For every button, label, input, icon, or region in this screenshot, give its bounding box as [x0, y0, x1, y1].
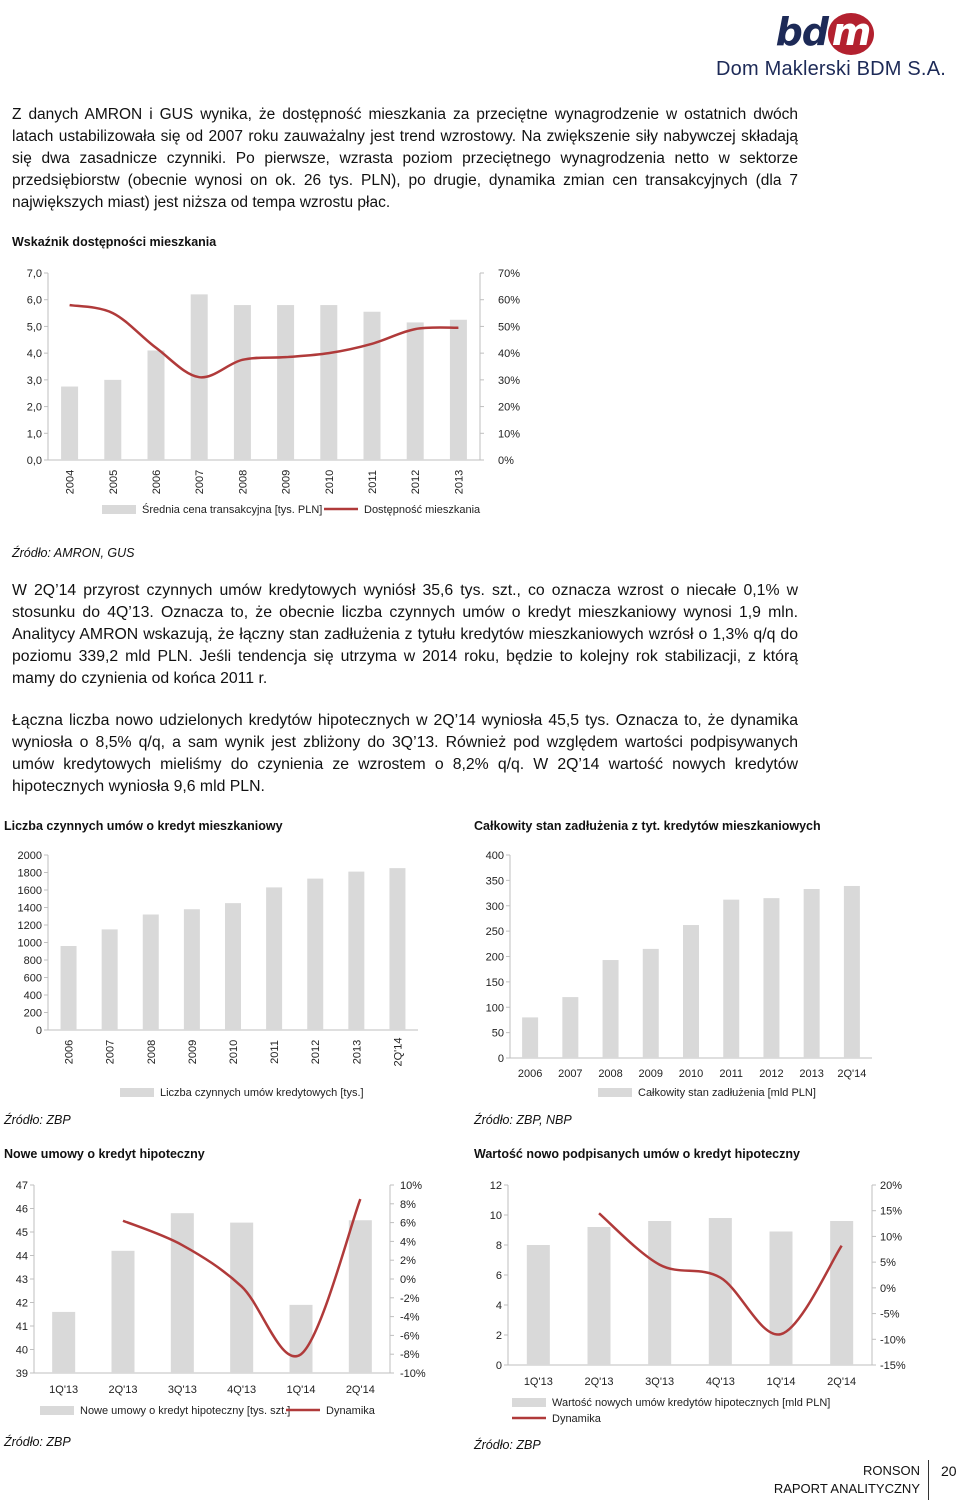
x-axis-tick-label: 4Q'13	[227, 1384, 257, 1396]
x-axis-tick-label: 2011	[367, 470, 379, 494]
left-axis-tick-label: 200	[485, 951, 504, 964]
x-axis-tick-label: 1Q'13	[523, 1376, 553, 1388]
right-axis-tick-label: 20%	[498, 401, 521, 414]
chart3-title: Całkowity stan zadłużenia z tyt. kredytów mieszkaniowych	[474, 819, 821, 833]
right-axis-tick-label: 70%	[498, 268, 521, 280]
paragraph-affordability: Z danych AMRON i GUS wynika, że dostępność mieszkania za przeciętne wynagrodzenie w ostatnich dwóch latach ustabilizowała się od 2007 roku zauważalny jest trend wzrostowy. Na zwiększenie siły nabywczej składają się dwa zasadnicze czynniki. Po pierwsze, wzrasta poziom przeciętnego wynagrodzenia netto w sektorze przedsiębiorstw (obecnie wynosi on ok. 26 tys. PLN), po drugie, dynamika zmian cen transakcyjnych (dla 7 największych miast) jest niższa od tempa wzrostu płac.	[12, 106, 798, 211]
x-axis-tick-label: 2010	[228, 1039, 240, 1065]
left-axis-tick-label: 3,0	[26, 374, 42, 387]
company-logo	[696, 10, 946, 82]
x-axis-tick-label: 2008	[145, 1039, 158, 1065]
bar	[307, 879, 323, 1030]
bar	[349, 1220, 372, 1373]
bar	[562, 997, 578, 1058]
x-axis-tick-label: 2013	[453, 469, 466, 495]
right-axis-tick-label: 60%	[498, 294, 521, 307]
left-axis-tick-label: 0	[35, 1025, 42, 1037]
right-axis-tick-label: 0%	[400, 1274, 416, 1286]
chart1-affordability	[0, 255, 560, 540]
bar	[143, 915, 159, 1031]
legend-label: Liczba czynnych umów kredytowych [tys.]	[160, 1087, 364, 1099]
x-axis-tick-label: 2004	[64, 469, 77, 495]
bar	[770, 1232, 793, 1366]
left-axis-tick-label: 45	[15, 1227, 28, 1239]
x-axis-tick-label: 2007	[194, 469, 207, 495]
bar	[320, 305, 337, 460]
left-axis-tick-label: 4,0	[26, 348, 42, 361]
bar	[104, 380, 121, 460]
bar	[723, 900, 739, 1058]
legend-swatch-bar	[120, 1088, 154, 1097]
paragraph-new-loans: Łączna liczba nowo udzielonych kredytów hipotecznych w 2Q’14 wyniosła 45,5 tys. Oznacza to, że dynamika wyniosła o 8,5% q/q, a sam wynik jest zbliżony do 3Q’13. Również pod względem wartości podpisywanych umów kredytowych mieliśmy do czynienia ze wzrostem o 8,2% q/q. W 2Q’14 wartość nowych kredytów hipotecznych wyniosła 9,6 mld PLN.	[12, 712, 798, 795]
left-axis-tick-label: 2000	[17, 850, 42, 862]
legend-swatch-bar	[598, 1088, 632, 1097]
left-axis-tick-label: 40	[15, 1344, 28, 1357]
right-axis-tick-label: 2%	[400, 1255, 416, 1268]
legend-swatch-bar	[512, 1398, 546, 1407]
bar	[643, 949, 659, 1058]
right-axis-tick-label: -8%	[400, 1349, 420, 1362]
bar	[266, 887, 282, 1030]
left-axis-tick-label: 47	[15, 1180, 28, 1192]
bar	[290, 1305, 313, 1373]
x-axis-tick-label: 2011	[269, 1040, 282, 1064]
chart3-source: Źródło: ZBP, NBP	[474, 1113, 572, 1127]
right-axis-tick-label: 0%	[498, 455, 514, 467]
left-axis-tick-label: 400	[485, 850, 504, 862]
right-axis-tick-label: 30%	[498, 374, 521, 387]
legend-label: Wartość nowych umów kredytów hipotecznych [mld PLN]	[552, 1397, 831, 1409]
x-axis-tick-label: 2007	[104, 1039, 117, 1065]
left-axis-tick-label: 400	[23, 990, 42, 1002]
left-axis-tick-label: 2	[495, 1330, 502, 1342]
right-axis-tick-label: 6%	[400, 1217, 416, 1230]
bar	[389, 868, 405, 1030]
legend-swatch-bar	[40, 1406, 74, 1415]
right-axis-tick-label: 0%	[880, 1282, 896, 1295]
legend-label: Całkowity stan zadłużenia [mld PLN]	[638, 1087, 816, 1099]
bar	[364, 312, 381, 460]
x-axis-tick-label: 2007	[558, 1068, 583, 1080]
bar	[763, 898, 779, 1058]
x-axis-tick-label: 4Q'13	[705, 1376, 735, 1388]
left-axis-tick-label: 8	[495, 1240, 502, 1252]
x-axis-tick-label: 2009	[186, 1039, 199, 1065]
x-axis-tick-label: 2013	[799, 1068, 824, 1080]
x-axis-tick-label: 1Q'13	[49, 1384, 79, 1396]
x-axis-tick-label: 2008	[237, 469, 250, 495]
x-axis-tick-label: 2Q'14	[827, 1376, 857, 1388]
right-axis-tick-label: -10%	[880, 1334, 906, 1347]
x-axis-tick-label: 2010	[678, 1068, 704, 1080]
right-axis-tick-label: 4%	[400, 1236, 416, 1249]
left-axis-tick-label: 50	[491, 1027, 504, 1040]
left-axis-tick-label: 1800	[17, 867, 42, 880]
right-axis-tick-label: 10%	[498, 428, 521, 441]
bar	[830, 1221, 853, 1365]
left-axis-tick-label: 39	[15, 1368, 28, 1380]
right-axis-tick-label: -6%	[400, 1330, 420, 1343]
bar	[709, 1218, 732, 1365]
left-axis-tick-label: 0	[497, 1053, 504, 1065]
x-axis-tick-label: 2006	[63, 1039, 76, 1065]
footer-company: RONSON	[862, 1463, 920, 1478]
left-axis-tick-label: 600	[23, 972, 42, 985]
bar	[171, 1213, 194, 1373]
legend-label: Nowe umowy o kredyt hipoteczny [tys. szt.]	[80, 1405, 291, 1417]
left-axis-tick-label: 10	[489, 1210, 502, 1222]
chart2-source: Źródło: ZBP	[4, 1113, 71, 1127]
left-axis-tick-label: 44	[15, 1250, 28, 1263]
paragraph-active-loans: W 2Q’14 przyrost czynnych umów kredytowych wyniósł 35,6 tys. szt., co oznacza wzrost o niecałe 0,1% w stosunku do 4Q’13. Oznacza to, że obecnie liczba czynnych umów o kredyt mieszkaniowy wynosi 1,9 mln. Analitycy AMRON wskazują, że łączny stan zadłużenia z tytułu kredytów mieszkaniowych wzrósł o 1,3% q/q do poziomu 339,2 mld PLN. Jeśli tendencja się utrzyma w 2014 roku, będzie to kolejny rok stabilizacji, z którą mamy do czynienia od końca 2011 r.	[12, 582, 798, 687]
left-axis-tick-label: 7,0	[26, 268, 42, 280]
left-axis-tick-label: 150	[485, 976, 504, 989]
left-axis-tick-label: 42	[15, 1297, 28, 1310]
x-axis-tick-label: 2Q'14	[837, 1068, 867, 1080]
right-axis-tick-label: 10%	[880, 1231, 903, 1244]
right-axis-tick-label: 50%	[498, 321, 521, 334]
chart4-source: Źródło: ZBP	[4, 1435, 71, 1449]
left-axis-tick-label: 1000	[17, 937, 42, 950]
legend-label: Dostępność mieszkania	[364, 504, 481, 516]
x-axis-tick-label: 2011	[719, 1068, 744, 1080]
bar	[603, 960, 619, 1058]
left-axis-tick-label: 6,0	[26, 294, 42, 307]
x-axis-tick-label: 2009	[638, 1068, 664, 1080]
x-axis-tick-label: 3Q'13	[645, 1376, 675, 1388]
chart2-active-loans	[0, 840, 460, 1110]
legend-label: Dynamika	[552, 1413, 601, 1425]
bar	[683, 925, 699, 1058]
x-axis-tick-label: 2008	[598, 1068, 623, 1080]
bar	[102, 929, 118, 1030]
chart3-debt	[470, 840, 930, 1110]
left-axis-tick-label: 100	[485, 1002, 504, 1015]
x-axis-tick-label: 2006	[517, 1068, 543, 1080]
left-axis-tick-label: 1600	[17, 885, 42, 897]
right-axis-tick-label: 10%	[400, 1180, 423, 1192]
right-axis-tick-label: -10%	[400, 1368, 426, 1380]
right-axis-tick-label: 5%	[880, 1257, 896, 1270]
left-axis-tick-label: 300	[485, 900, 504, 913]
left-axis-tick-label: 1400	[17, 902, 42, 915]
left-axis-tick-label: 1200	[17, 920, 42, 932]
x-axis-tick-label: 2013	[351, 1039, 364, 1065]
chart5-new-mortgage-value	[470, 1170, 930, 1432]
bar	[112, 1251, 135, 1373]
left-axis-tick-label: 200	[23, 1007, 42, 1020]
x-axis-tick-label: 2Q'14	[392, 1037, 405, 1067]
left-axis-tick-label: 0,0	[26, 455, 42, 467]
chart2-title: Liczba czynnych umów o kredyt mieszkaniowy	[4, 819, 283, 833]
bar	[844, 886, 860, 1058]
right-axis-tick-label: 20%	[880, 1180, 903, 1192]
x-axis-tick-label: 2005	[107, 469, 120, 495]
right-axis-tick-label: -2%	[400, 1292, 420, 1305]
x-axis-tick-label: 2Q'13	[108, 1384, 138, 1396]
series-line	[70, 305, 459, 377]
left-axis-tick-label: 250	[485, 926, 504, 939]
bar	[407, 322, 424, 460]
x-axis-tick-label: 2012	[759, 1068, 784, 1080]
chart5-title: Wartość nowo podpisanych umów o kredyt hipoteczny	[474, 1147, 800, 1161]
bar	[527, 1245, 550, 1365]
x-axis-tick-label: 2Q'13	[584, 1376, 614, 1388]
bar	[450, 320, 467, 460]
page-number: 20	[941, 1463, 957, 1479]
left-axis-tick-label: 4	[495, 1300, 502, 1312]
bar	[348, 872, 364, 1030]
right-axis-tick-label: 15%	[880, 1205, 903, 1218]
legend-swatch-bar	[102, 505, 136, 514]
bar	[52, 1312, 75, 1373]
x-axis-tick-label: 2012	[310, 1039, 323, 1065]
bar	[148, 350, 165, 460]
x-axis-tick-label: 1Q'14	[286, 1384, 316, 1396]
chart4-title: Nowe umowy o kredyt hipoteczny	[4, 1147, 205, 1161]
left-axis-tick-label: 43	[15, 1274, 28, 1286]
right-axis-tick-label: 40%	[498, 348, 521, 361]
bar	[61, 387, 78, 460]
right-axis-tick-label: -5%	[880, 1308, 900, 1321]
right-axis-tick-label: -4%	[400, 1311, 420, 1324]
bar	[804, 889, 820, 1058]
left-axis-tick-label: 350	[485, 875, 504, 888]
x-axis-tick-label: 1Q'14	[766, 1376, 796, 1388]
bar	[522, 1017, 538, 1058]
footer-report-type: RAPORT ANALITYCZNY	[773, 1481, 920, 1496]
bar	[277, 305, 294, 460]
right-axis-tick-label: 8%	[400, 1198, 416, 1211]
bar	[648, 1221, 671, 1365]
left-axis-tick-label: 0	[495, 1360, 502, 1372]
left-axis-tick-label: 800	[23, 955, 42, 967]
right-axis-tick-label: -15%	[880, 1360, 906, 1372]
x-axis-tick-label: 2Q'14	[345, 1384, 375, 1396]
bar	[184, 909, 200, 1030]
x-axis-tick-label: 2012	[410, 469, 423, 495]
bar	[588, 1227, 611, 1365]
bar	[61, 946, 77, 1030]
legend-label: Średnia cena transakcyjna [tys. PLN]	[142, 504, 323, 516]
x-axis-tick-label: 2009	[280, 469, 293, 495]
x-axis-tick-label: 3Q'13	[167, 1384, 197, 1396]
chart1-title: Wskaźnik dostępności mieszkania	[12, 235, 217, 249]
x-axis-tick-label: 2010	[323, 469, 336, 495]
left-axis-tick-label: 6	[495, 1270, 502, 1282]
chart5-source: Źródło: ZBP	[474, 1438, 541, 1452]
bar	[234, 305, 251, 460]
chart4-new-mortgages	[0, 1170, 460, 1430]
footer-report-label	[774, 1462, 920, 1498]
left-axis-tick-label: 1,0	[26, 428, 42, 441]
chart1-source: Źródło: AMRON, GUS	[12, 546, 135, 560]
left-axis-tick-label: 2,0	[26, 401, 42, 414]
left-axis-tick-label: 12	[489, 1180, 502, 1192]
left-axis-tick-label: 5,0	[26, 321, 42, 334]
bar	[225, 903, 241, 1030]
left-axis-tick-label: 46	[15, 1203, 28, 1216]
logo-mark: bdm	[776, 10, 874, 55]
left-axis-tick-label: 41	[15, 1321, 28, 1333]
legend-label: Dynamika	[326, 1405, 375, 1417]
x-axis-tick-label: 2006	[151, 469, 163, 495]
logo-text: Dom Maklerski BDM S.A.	[716, 58, 946, 80]
footer-divider	[928, 1460, 929, 1500]
